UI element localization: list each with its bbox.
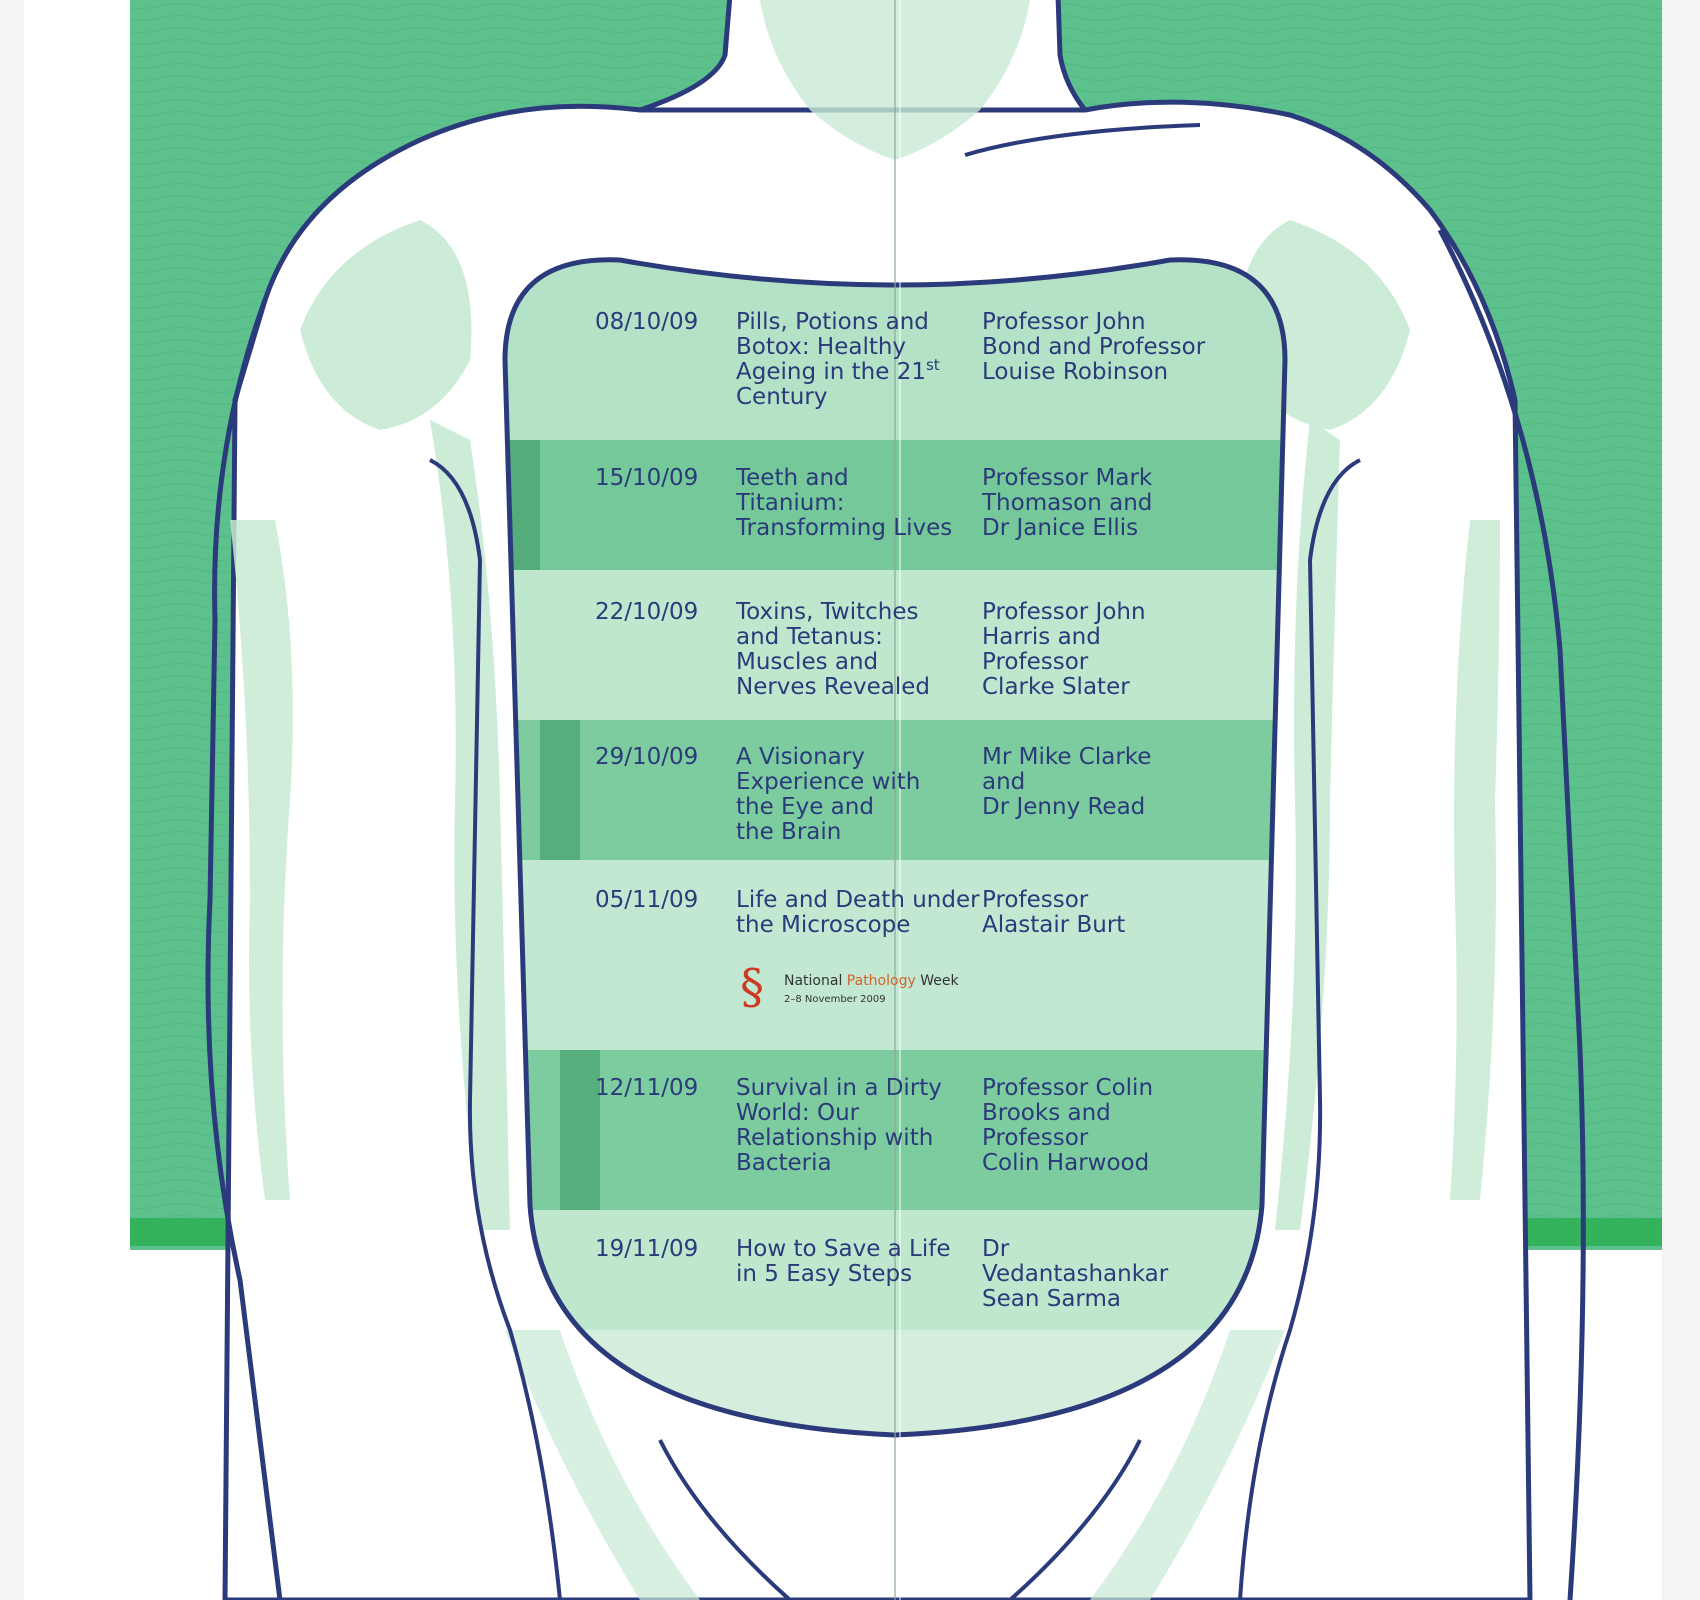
logo-name-accent: Pathology (846, 973, 916, 989)
speaker-line: Bond and Professor (982, 334, 1206, 360)
lecture-speakers (982, 466, 1222, 541)
lecture-title-line: How to Save a Life (736, 1236, 951, 1262)
lecture-title-line: Muscles and (736, 649, 879, 675)
speaker-line: Alastair Burt (982, 912, 1126, 938)
speaker-line: Professor John (982, 309, 1146, 335)
lecture-title-line: Relationship with (736, 1125, 934, 1151)
speaker-line: Colin Harwood (982, 1150, 1150, 1176)
lecture-title-line (736, 356, 986, 385)
lecture-speakers (982, 1076, 1222, 1176)
logo-name (784, 973, 959, 989)
logo-name-start: National (784, 973, 847, 989)
lecture-date: 12/11/09 (595, 1075, 699, 1101)
speaker-line: Professor (982, 887, 1089, 913)
lecture-title-line: World: Our (736, 1100, 860, 1126)
speaker-line: Sean Sarma (982, 1286, 1121, 1312)
lecture-title-line: Bacteria (736, 1150, 832, 1176)
lecture-title-line: the Eye and (736, 794, 874, 820)
lecture-date: 29/10/09 (595, 744, 699, 770)
lecture-title-line: Titanium: (736, 490, 845, 516)
lecture-speakers (982, 600, 1222, 700)
lecture-title (736, 1076, 986, 1176)
logo-name-end: Week (915, 973, 959, 989)
lecture-title (736, 600, 986, 700)
speaker-line: Professor Mark (982, 465, 1153, 491)
speaker-line: and (982, 769, 1026, 795)
lecture-title-line: Toxins, Twitches (736, 599, 919, 625)
speaker-line: Thomason and (982, 490, 1153, 516)
lecture-title-line: A Visionary (736, 744, 865, 770)
lecture-date: 15/10/09 (595, 465, 699, 491)
lecture-speakers (982, 745, 1222, 820)
speaker-line: Professor (982, 649, 1089, 675)
national-pathology-week-logo (740, 958, 970, 1020)
speaker-line: Dr Janice Ellis (982, 515, 1139, 541)
speaker-line: Louise Robinson (982, 359, 1169, 385)
speaker-line: Mr Mike Clarke (982, 744, 1152, 770)
lecture-speakers (982, 888, 1222, 938)
lecture-title (736, 1237, 986, 1287)
lecture-title (736, 310, 986, 410)
lecture-title-line: the Brain (736, 819, 842, 845)
speaker-line: Harris and (982, 624, 1101, 650)
lecture-title-line: Century (736, 384, 828, 410)
lecture-title-line: Survival in a Dirty (736, 1075, 942, 1101)
speaker-line: Dr (982, 1236, 1010, 1262)
lecture-title-line: Teeth and (736, 465, 849, 491)
lecture-speakers (982, 310, 1222, 385)
lecture-title-line: Botox: Healthy (736, 334, 907, 360)
lecture-title (736, 745, 986, 845)
lecture-title-line: Nerves Revealed (736, 674, 930, 700)
lecture-date: 05/11/09 (595, 887, 699, 913)
speaker-line: Vedantashankar (982, 1261, 1169, 1287)
speaker-line: Clarke Slater (982, 674, 1130, 700)
logo-dates: 2–8 November 2009 (784, 994, 886, 1005)
speaker-line: Professor Colin (982, 1075, 1154, 1101)
lecture-title (736, 466, 986, 541)
speaker-line: Brooks and (982, 1100, 1111, 1126)
lecture-date: 22/10/09 (595, 599, 699, 625)
lecture-title (736, 888, 986, 938)
lecture-date: 08/10/09 (595, 309, 699, 335)
speaker-line: Professor John (982, 599, 1146, 625)
lecture-title-line: the Microscope (736, 912, 911, 938)
lecture-title-line: and Tetanus: (736, 624, 883, 650)
speaker-line: Dr Jenny Read (982, 794, 1146, 820)
lecture-title-line: Life and Death under (736, 887, 980, 913)
lecture-title-line: Transforming Lives (736, 515, 953, 541)
lecture-date: 19/11/09 (595, 1236, 699, 1262)
lecture-title-line: Experience with (736, 769, 921, 795)
lecture-title-line-text: Ageing in the 21 (736, 359, 926, 385)
lecture-title-line: in 5 Easy Steps (736, 1261, 913, 1287)
ordinal-superscript: st (925, 356, 940, 374)
speaker-line: Professor (982, 1125, 1089, 1151)
section-mark-icon: § (740, 959, 764, 1015)
lecture-speakers (982, 1237, 1222, 1312)
lecture-title-line: Pills, Potions and (736, 309, 929, 335)
